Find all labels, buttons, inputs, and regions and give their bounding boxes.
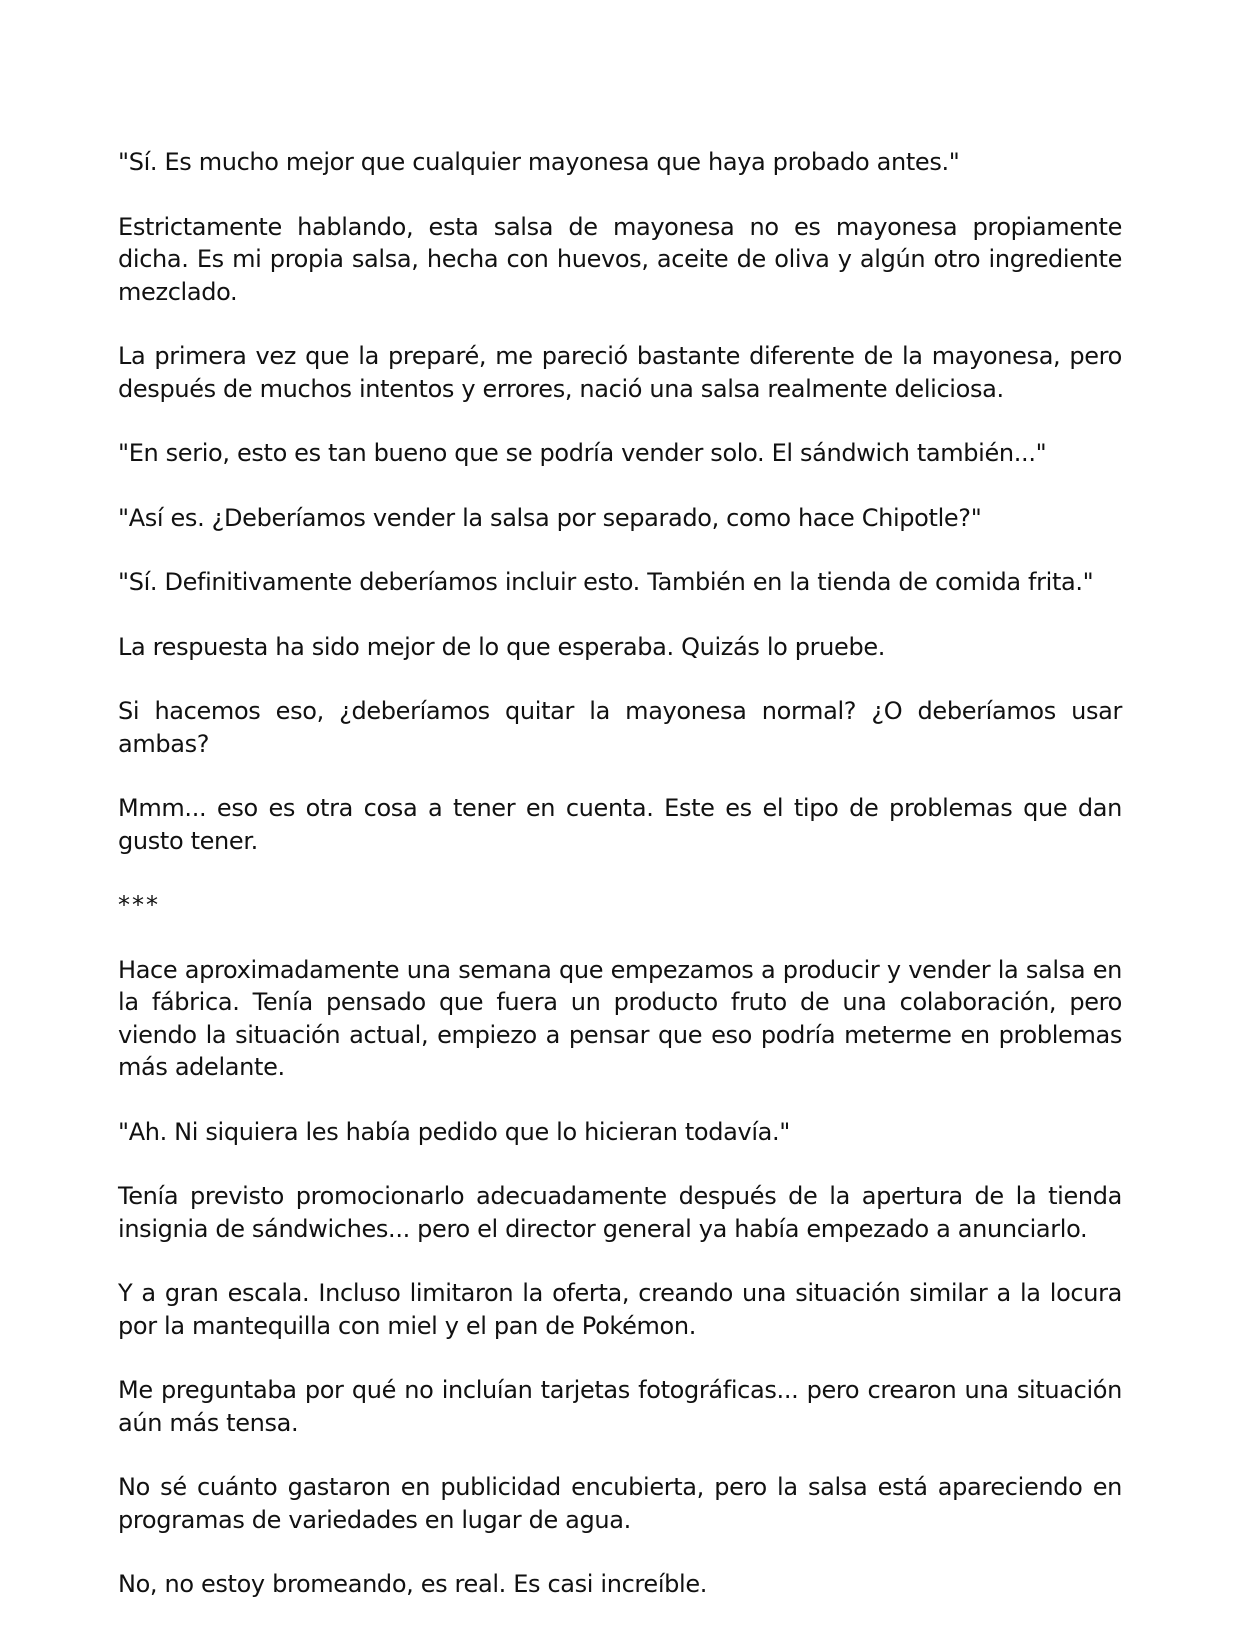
paragraph: Si hacemos eso, ¿deberíamos quitar la mayonesa normal? ¿O deberíamos usar ambas?: [118, 697, 1122, 758]
paragraph: Estrictamente hablando, esta salsa de mayonesa no es mayonesa propiamente dicha. Es mi propia salsa, hecha con huevos, aceite de oliva y algún otro ingrediente mezclado.: [118, 212, 1122, 306]
paragraph-dialogue: "En serio, esto es tan bueno que se podría vender solo. El sándwich también...": [118, 439, 1047, 467]
paragraph: Y a gran escala. Incluso limitaron la oferta, creando una situación similar a la locura por la mantequilla con miel y el pan de Pokémon.: [118, 1279, 1122, 1340]
paragraph: No, no estoy bromeando, es real. Es casi increíble.: [118, 1570, 708, 1598]
paragraph-dialogue: "Ah. Ni siquiera les había pedido que lo hicieran todavía.": [118, 1117, 790, 1146]
section-separator: ***: [118, 891, 160, 919]
paragraph: Mmm... eso es otra cosa a tener en cuenta. Este es el tipo de problemas que dan gusto tener.: [118, 794, 1122, 855]
paragraph: Me preguntaba por qué no incluían tarjetas fotográficas... pero crearon una situación aún más tensa.: [118, 1376, 1122, 1437]
document-page: [118, 146, 1122, 1633]
paragraph: Tenía previsto promocionarlo adecuadamente después de la apertura de la tienda insignia de sándwiches... pero el director general ya había empezado a anunciarlo.: [118, 1182, 1122, 1243]
paragraph: La primera vez que la preparé, me pareció bastante diferente de la mayonesa, pero después de muchos intentos y errores, nació una salsa realmente deliciosa.: [118, 342, 1122, 403]
paragraph-dialogue: "Así es. ¿Deberíamos vender la salsa por separado, como hace Chipotle?": [118, 503, 982, 532]
paragraph-dialogue: "Sí. Definitivamente deberíamos incluir esto. También en la tienda de comida frita.": [118, 568, 1094, 596]
paragraph: No sé cuánto gastaron en publicidad encubierta, pero la salsa está apareciendo en programas de variedades en lugar de agua.: [118, 1473, 1122, 1534]
paragraph: Hace aproximadamente una semana que empezamos a producir y vender la salsa en la fábrica. Tenía pensado que fuera un producto fruto de una colaboración, pero viendo la situación actual, empiezo a pensar que eso podría meterme en problemas más adelante.: [118, 955, 1122, 1081]
paragraph-dialogue: "Sí. Es mucho mejor que cualquier mayonesa que haya probado antes.": [118, 148, 960, 176]
paragraph: La respuesta ha sido mejor de lo que esperaba. Quizás lo pruebe.: [118, 632, 886, 661]
